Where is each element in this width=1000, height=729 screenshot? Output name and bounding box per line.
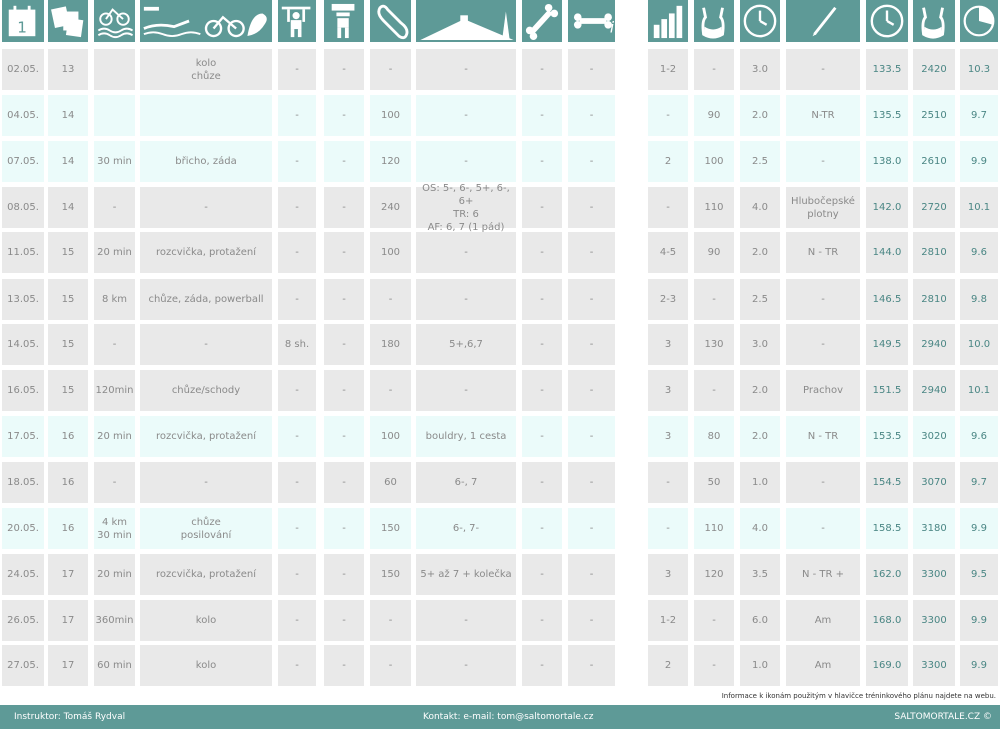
cell-routes: - — [416, 279, 516, 320]
cell-duration: 360min — [94, 600, 135, 641]
cell-col11: 4-5 — [648, 232, 688, 273]
cell-col6: - — [324, 49, 364, 90]
cell-col5: - — [278, 554, 316, 595]
cell-col11: 3 — [648, 416, 688, 457]
cell-duration: - — [94, 324, 135, 365]
cell-duration: 20 min — [94, 416, 135, 457]
cell-total-jar: 2610 — [913, 141, 955, 182]
cell-total-hours: 149.5 — [866, 324, 908, 365]
cell-total-jar: 2510 — [913, 95, 955, 136]
cell-col7: 150 — [370, 554, 411, 595]
cell-ratio: 10.3 — [960, 49, 998, 90]
cell-col7: 100 — [370, 232, 411, 273]
cell-activity: - — [140, 187, 272, 228]
cell-duration — [94, 95, 135, 136]
cell-duration — [94, 49, 135, 90]
cell-hours: 2.5 — [740, 141, 780, 182]
cell-total-hours: 151.5 — [866, 370, 908, 411]
cell-col11: - — [648, 95, 688, 136]
cell-col6: - — [324, 187, 364, 228]
footer-contact[interactable]: Kontakt: e-mail: tom@saltomortale.cz — [423, 712, 594, 722]
cell-col10: - — [568, 187, 615, 228]
cell-col12: 120 — [694, 554, 734, 595]
cell-duration: 30 min — [94, 141, 135, 182]
cell-col7: - — [370, 279, 411, 320]
bars-icon — [648, 0, 688, 42]
cell-col5: - — [278, 95, 316, 136]
cell-week: 15 — [48, 279, 88, 320]
cell-total-jar: 3300 — [913, 554, 955, 595]
cell-col5: - — [278, 416, 316, 457]
cell-location: N-TR — [786, 95, 860, 136]
cell-col6: - — [324, 508, 364, 549]
cell-col12: 90 — [694, 232, 734, 273]
cell-col9: - — [522, 49, 562, 90]
info-note: Informace k ikonám použitým v hlavičce tréninkového plánu najdete na webu. — [721, 692, 996, 700]
cell-week: 16 — [48, 462, 88, 503]
cell-hours: 1.0 — [740, 462, 780, 503]
cell-col12: - — [694, 600, 734, 641]
cell-col12: 130 — [694, 324, 734, 365]
mountain-icon — [416, 0, 516, 42]
cell-routes: - — [416, 645, 516, 686]
cell-col9: - — [522, 508, 562, 549]
cell-week: 14 — [48, 187, 88, 228]
cell-hours: 4.0 — [740, 508, 780, 549]
cell-ratio: 10.1 — [960, 370, 998, 411]
cell-date: 08.05. — [2, 187, 44, 228]
cell-ratio: 9.5 — [960, 554, 998, 595]
cell-date: 13.05. — [2, 279, 44, 320]
cell-col10: - — [568, 554, 615, 595]
cell-col6: - — [324, 141, 364, 182]
footer-instructor: Instruktor: Tomáš Rydval — [14, 712, 126, 722]
cell-week: 15 — [48, 370, 88, 411]
cell-routes: bouldry, 1 cesta — [416, 416, 516, 457]
cell-activity: rozcvička, protažení — [140, 232, 272, 273]
cell-col9: - — [522, 554, 562, 595]
cell-col7: - — [370, 600, 411, 641]
cell-total-jar: 3300 — [913, 600, 955, 641]
cell-duration: 4 km 30 min — [94, 508, 135, 549]
cell-col10: - — [568, 370, 615, 411]
cell-location: - — [786, 462, 860, 503]
cell-col6: - — [324, 95, 364, 136]
cell-col12: 80 — [694, 416, 734, 457]
cell-hours: 1.0 — [740, 645, 780, 686]
clock-icon — [740, 0, 780, 42]
cell-total-hours: 133.5 — [866, 49, 908, 90]
cell-total-jar: 3180 — [913, 508, 955, 549]
cell-total-jar: 2940 — [913, 370, 955, 411]
cell-col9: - — [522, 600, 562, 641]
bike-swim-icon — [94, 0, 135, 42]
cell-col5: - — [278, 279, 316, 320]
cell-activity: kolo chůze — [140, 49, 272, 90]
cell-col11: 3 — [648, 324, 688, 365]
cell-week: 16 — [48, 416, 88, 457]
cell-total-jar: 2420 — [913, 49, 955, 90]
cell-col6: - — [324, 645, 364, 686]
cell-duration: - — [94, 462, 135, 503]
cell-duration: 20 min — [94, 554, 135, 595]
cell-routes: - — [416, 370, 516, 411]
cell-col10: - — [568, 600, 615, 641]
cell-date: 14.05. — [2, 324, 44, 365]
cell-activity: - — [140, 462, 272, 503]
cell-routes: - — [416, 600, 516, 641]
cell-col11: 2-3 — [648, 279, 688, 320]
cell-date: 07.05. — [2, 141, 44, 182]
cell-col11: - — [648, 462, 688, 503]
jar-total-icon — [913, 0, 955, 42]
cell-total-jar: 3300 — [913, 645, 955, 686]
cell-col9: - — [522, 370, 562, 411]
cell-col6: - — [324, 279, 364, 320]
cell-col11: 1-2 — [648, 49, 688, 90]
cell-week: 14 — [48, 141, 88, 182]
cell-location: Am — [786, 600, 860, 641]
cell-col6: - — [324, 416, 364, 457]
cell-col6: - — [324, 462, 364, 503]
cell-activity: břicho, záda — [140, 141, 272, 182]
cell-col6: - — [324, 554, 364, 595]
cell-hours: 2.0 — [740, 416, 780, 457]
cell-total-jar: 2720 — [913, 187, 955, 228]
cell-week: 16 — [48, 508, 88, 549]
cell-week: 17 — [48, 645, 88, 686]
cell-hours: 2.0 — [740, 370, 780, 411]
cell-total-hours: 169.0 — [866, 645, 908, 686]
cell-routes: OS: 5-, 6-, 5+, 6-, 6+ TR: 6 AF: 6, 7 (1 pád) — [416, 187, 516, 228]
cell-hours: 4.0 — [740, 187, 780, 228]
cell-col7: 240 — [370, 187, 411, 228]
cell-hours: 2.0 — [740, 95, 780, 136]
cell-col10: - — [568, 416, 615, 457]
cell-routes: 6-, 7- — [416, 508, 516, 549]
cell-col12: - — [694, 279, 734, 320]
cell-total-jar: 3020 — [913, 416, 955, 457]
cell-col5: - — [278, 508, 316, 549]
cell-date: 11.05. — [2, 232, 44, 273]
hang-icon — [324, 0, 364, 42]
cell-col5: - — [278, 645, 316, 686]
cell-total-jar: 3070 — [913, 462, 955, 503]
cell-date: 02.05. — [2, 49, 44, 90]
cell-col10: - — [568, 49, 615, 90]
cell-col7: - — [370, 49, 411, 90]
cell-ratio: 10.1 — [960, 187, 998, 228]
cell-col10: - — [568, 141, 615, 182]
cell-total-hours: 154.5 — [866, 462, 908, 503]
cell-hours: 2.0 — [740, 232, 780, 273]
cell-total-hours: 144.0 — [866, 232, 908, 273]
cell-total-hours: 142.0 — [866, 187, 908, 228]
cell-total-hours: 168.0 — [866, 600, 908, 641]
cell-col12: - — [694, 49, 734, 90]
cell-col7: 100 — [370, 416, 411, 457]
cell-total-hours: 162.0 — [866, 554, 908, 595]
cell-location: Am — [786, 645, 860, 686]
cell-location: - — [786, 279, 860, 320]
cell-hours: 6.0 — [740, 600, 780, 641]
cell-ratio: 9.9 — [960, 141, 998, 182]
cell-routes: - — [416, 49, 516, 90]
cell-col5: - — [278, 49, 316, 90]
cell-location: Hlubočepské plotny — [786, 187, 860, 228]
pen-icon — [786, 0, 860, 42]
cell-date: 27.05. — [2, 645, 44, 686]
cell-col6: - — [324, 600, 364, 641]
cell-date: 26.05. — [2, 600, 44, 641]
cell-col11: - — [648, 187, 688, 228]
cell-total-jar: 2940 — [913, 324, 955, 365]
cell-col9: - — [522, 187, 562, 228]
cell-col7: 60 — [370, 462, 411, 503]
cell-col10: - — [568, 324, 615, 365]
cell-activity: kolo — [140, 645, 272, 686]
cell-ratio: 9.9 — [960, 600, 998, 641]
cell-date: 24.05. — [2, 554, 44, 595]
cell-col12: 110 — [694, 187, 734, 228]
cell-col9: - — [522, 279, 562, 320]
bone-info-icon — [568, 0, 615, 42]
cell-col7: - — [370, 370, 411, 411]
cell-activity: rozcvička, protažení — [140, 416, 272, 457]
bone-icon — [522, 0, 562, 42]
cell-activity: chůze, záda, powerball — [140, 279, 272, 320]
cell-location: - — [786, 141, 860, 182]
footer — [0, 705, 1000, 729]
carabiner-icon — [370, 0, 411, 42]
cell-location: Prachov — [786, 370, 860, 411]
cell-hours: 3.5 — [740, 554, 780, 595]
cell-activity: rozcvička, protažení — [140, 554, 272, 595]
cell-col12: 90 — [694, 95, 734, 136]
cell-activity: chůze/schody — [140, 370, 272, 411]
cell-col7: 150 — [370, 508, 411, 549]
pullup-icon — [278, 0, 316, 42]
cell-routes: 5+,6,7 — [416, 324, 516, 365]
cell-activity: kolo — [140, 600, 272, 641]
cell-week: 13 — [48, 49, 88, 90]
cell-col9: - — [522, 462, 562, 503]
cell-col9: - — [522, 95, 562, 136]
cell-ratio: 9.6 — [960, 416, 998, 457]
cell-date: 20.05. — [2, 508, 44, 549]
cell-activity — [140, 95, 272, 136]
cell-total-hours: 135.5 — [866, 95, 908, 136]
cell-total-hours: 138.0 — [866, 141, 908, 182]
cell-location: - — [786, 508, 860, 549]
cell-col5: - — [278, 370, 316, 411]
bone-info-icon-label: i — [609, 18, 614, 37]
cell-duration: 20 min — [94, 232, 135, 273]
cell-routes: - — [416, 141, 516, 182]
cell-date: 16.05. — [2, 370, 44, 411]
cell-col11: 2 — [648, 141, 688, 182]
cell-total-hours: 158.5 — [866, 508, 908, 549]
cell-date: 04.05. — [2, 95, 44, 136]
calendar-day-icon — [2, 0, 44, 42]
cell-week: 17 — [48, 554, 88, 595]
cell-col5: - — [278, 600, 316, 641]
cell-hours: 2.5 — [740, 279, 780, 320]
cell-col9: - — [522, 645, 562, 686]
cell-routes: 6-, 7 — [416, 462, 516, 503]
cell-col11: 3 — [648, 370, 688, 411]
swim-bike-muscle-icon — [140, 0, 272, 42]
cell-col9: - — [522, 232, 562, 273]
cell-hours: 3.0 — [740, 324, 780, 365]
clock-total-icon — [866, 0, 908, 42]
cell-col12: 50 — [694, 462, 734, 503]
cell-routes: - — [416, 95, 516, 136]
cell-location: N - TR — [786, 232, 860, 273]
cell-col5: 8 sh. — [278, 324, 316, 365]
cell-col6: - — [324, 232, 364, 273]
cell-col12: 100 — [694, 141, 734, 182]
calendar-day-icon-label: 1 — [17, 18, 27, 37]
cell-col10: - — [568, 508, 615, 549]
cell-col9: - — [522, 416, 562, 457]
pie-icon — [960, 0, 998, 42]
cell-location: N - TR — [786, 416, 860, 457]
cell-duration: 120min — [94, 370, 135, 411]
cell-routes: - — [416, 232, 516, 273]
cell-location: - — [786, 49, 860, 90]
cell-ratio: 9.9 — [960, 645, 998, 686]
cell-col10: - — [568, 232, 615, 273]
cell-col5: - — [278, 141, 316, 182]
cell-activity: - — [140, 324, 272, 365]
cell-col11: 1-2 — [648, 600, 688, 641]
cell-col10: - — [568, 462, 615, 503]
cell-col7: 100 — [370, 95, 411, 136]
cell-col10: - — [568, 95, 615, 136]
cell-col11: 2 — [648, 645, 688, 686]
cell-hours: 3.0 — [740, 49, 780, 90]
cell-col5: - — [278, 462, 316, 503]
cell-col7: 180 — [370, 324, 411, 365]
cell-col6: - — [324, 370, 364, 411]
jar-icon — [694, 0, 734, 42]
cell-ratio: 9.8 — [960, 279, 998, 320]
footer-site[interactable]: SALTOMORTALE.CZ © — [894, 712, 992, 722]
cell-col5: - — [278, 232, 316, 273]
cell-location: N - TR + — [786, 554, 860, 595]
cell-date: 17.05. — [2, 416, 44, 457]
cell-duration: 8 km — [94, 279, 135, 320]
cell-ratio: 9.7 — [960, 95, 998, 136]
cell-duration: - — [94, 187, 135, 228]
cell-col11: - — [648, 508, 688, 549]
cell-location: - — [786, 324, 860, 365]
cell-total-hours: 153.5 — [866, 416, 908, 457]
cell-week: 15 — [48, 324, 88, 365]
cell-ratio: 9.6 — [960, 232, 998, 273]
cell-col7: 120 — [370, 141, 411, 182]
cell-ratio: 9.7 — [960, 462, 998, 503]
cell-week: 17 — [48, 600, 88, 641]
cell-ratio: 10.0 — [960, 324, 998, 365]
cell-date: 18.05. — [2, 462, 44, 503]
cell-duration: 60 min — [94, 645, 135, 686]
cell-col12: - — [694, 370, 734, 411]
cell-col5: - — [278, 187, 316, 228]
cell-col9: - — [522, 141, 562, 182]
cell-col12: - — [694, 645, 734, 686]
cell-total-jar: 2810 — [913, 232, 955, 273]
cell-col7: - — [370, 645, 411, 686]
cell-activity: chůze posilování — [140, 508, 272, 549]
cell-ratio: 9.9 — [960, 508, 998, 549]
cell-week: 14 — [48, 95, 88, 136]
cell-col6: - — [324, 324, 364, 365]
cell-total-hours: 146.5 — [866, 279, 908, 320]
cell-col12: 110 — [694, 508, 734, 549]
cell-week: 15 — [48, 232, 88, 273]
cell-col10: - — [568, 279, 615, 320]
cell-col11: 3 — [648, 554, 688, 595]
cell-routes: 5+ až 7 + kolečka — [416, 554, 516, 595]
cell-col9: - — [522, 324, 562, 365]
cell-total-jar: 2810 — [913, 279, 955, 320]
cell-col10: - — [568, 645, 615, 686]
notes-icon — [48, 0, 88, 42]
